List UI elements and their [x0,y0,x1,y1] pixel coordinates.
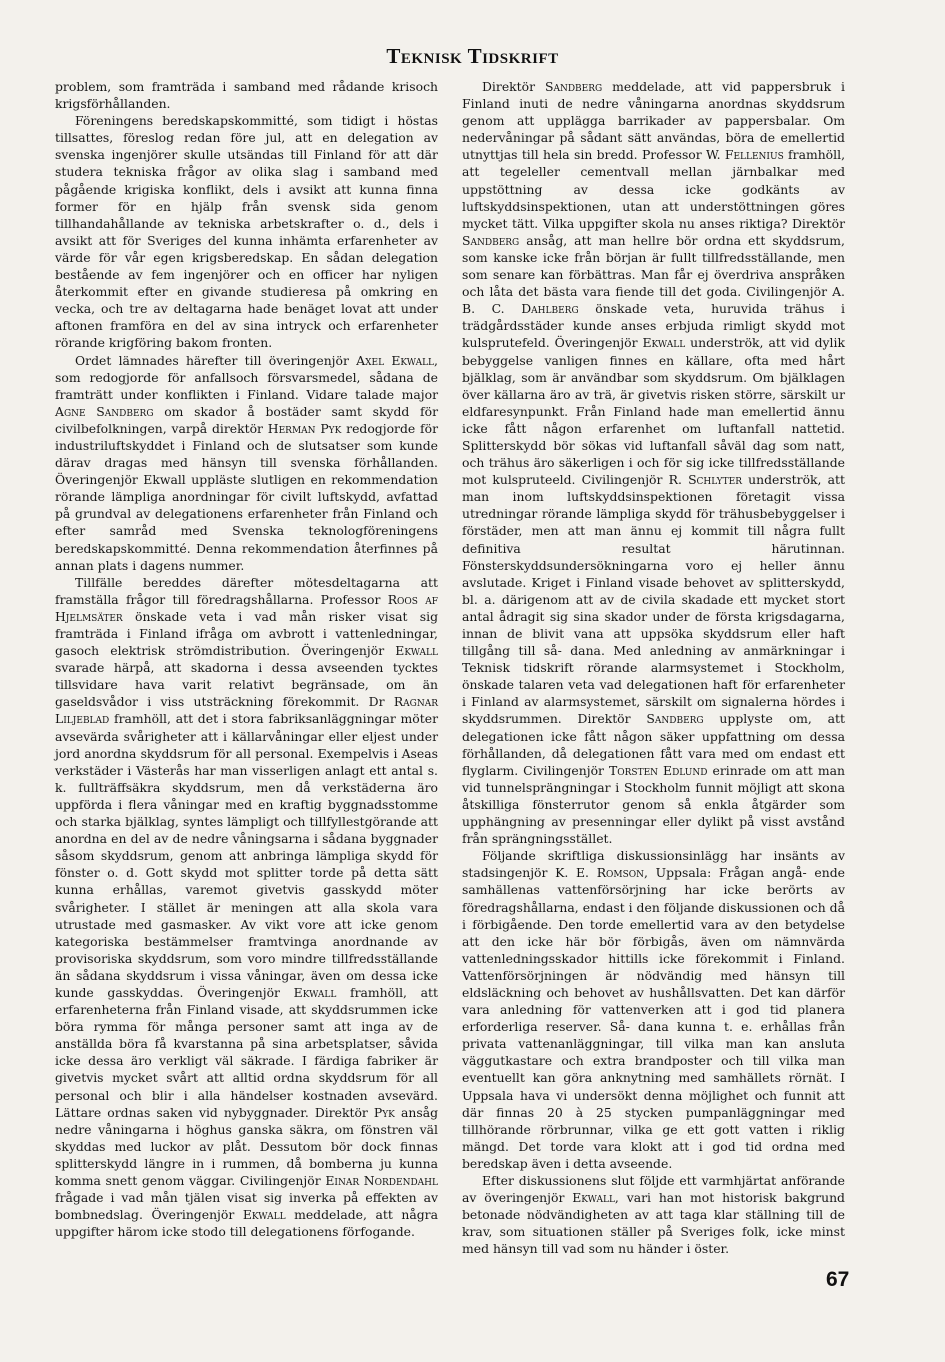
journal-title: Teknisk Tidskrift [386,44,559,68]
paragraph: problem, som framträda i samband med rådande krisoch krigsförhållanden. [55,79,438,112]
paragraph: Föreningens beredskapskommitté, som tidigt i höstas tillsattes, föreslog redan före jul, att en delegation av svenska ingenjörer skulle utsändas till Finland för att där studera tekniska frågor av olika slag i samband med pågående krigiska konflikt, dels i avsikt att kunna finna former för en hjälp från svensk sida genom tillhandahållande av tekniska arbetskrafter o. d., dels i avsikt att för Sveriges del kunna inhämta erfarenheter av värde för vår egen krigsberedskap. En sådan delegation bestående av fem ingenjörer och en officer har nyligen återkommit efter en givande studieresa på omkring en vecka, och tre av deltagarna hade benäget lovat att under aftonen framföra en del av sina intryck och erfarenheter rörande krigföring bakom fronten. [55,113,438,351]
right-column [462,78,845,1257]
paragraph: Efter diskussionens slut följde ett varmhjärtat anförande av överingenjör Ekwall, vari han mot historisk bakgrund betonade nödvändigheten av att taga klar ställning till de krav, som situationen ställer på Sveriges folk, icke minst med hänsyn till vad som nu händer i öster. [462,1173,845,1257]
page-number: 67 [826,1268,850,1291]
paragraph: Följande skriftliga diskussionsinlägg har insänts av stadsingenjör K. E. Romson, Uppsala: Frågan angå- ende samhällenas vattenförsörjning har icke berörts av föredragshållarna, endast i den följande diskussionen och då i förbigående. Den torde emellertid vara av den betydelse att den icke här bör förbigås, även om nämnvärda vattenledningsskador hittills icke förekommit i Finland. Vattenförsörjningen är nödvändig med hänsyn till eldsläckning och behovet av hushållsvatten. Det kan därför vara anledning för vattenverken att i god tid planera erforderliga reserver. Så- dana kunna t. e. erhållas från privata vattenanläggningar, till vilka man kan ansluta väggutkastare och extra brandposter och till vilka man eventuellt kan göra anknytning med samhällets rörnät. I Uppsala hava vi undersökt denna möjlighet och funnit att där finnas 20 à 25 stycken pumpanläggningar med tillhörande rörbrunnar, vilka ge ett gott vatten i riklig mängd. Det torde vara klokt att i god tid ordna med beredskap även i detta avseende. [462,848,845,1171]
paragraph: Direktör Sandberg meddelade, att vid pappersbruk i Finland inuti de nedre våningarna anordnas skyddsrum genom att upplägga barrikader av pappersbalar. Om nedervåningar på sådant sätt användas, böra de emellertid utnyttjas till hela sin bredd. Professor W. Fellenius framhöll, att tegeleller cementvall mellan järnbalkar med uppstöttning av dessa icke godkänts av luftskyddsinspektionen, utan att understöttningen göres mycket tätt. Vilka uppgifter skola nu anses riktiga? Direktör Sandberg ansåg, att man hellre bör ordna ett skyddsrum, som kanske icke från början är fullt tillfredsställande, men som senare kan förbättras. Man får ej överdriva anspråken och låta det bästa vara fiende till det goda. Civilingenjör A. B. C. Dahlberg önskade veta, huruvida trähus i trädgårdsstäder kunde anses erbjuda rimligt skydd mot kulsprutefeld. Överingenjör Ekwall underströk, att vid dylik bebyggelse vanligen finnes en källare, ofta med hårt bjälklag, som är användbar som skyddsrum. Om bjälklagen över källarna äro av trä, är givetvis risken större, särskilt ur eldfaresynpunkt. Från Finland hade man emellertid ännu icke fått någon erfarenhet om luftanfall nattetid. Splitterskydd bör sökas vid luftanfall såväl dag som natt, och trähus äro säkerligen i och för sig icke tillfredsställande mot kulspruteeld. Civilingenjör R. Schlyter underströk, att man inom luftskyddsinspektionen företagit vissa utredningar rörande lämpliga skydd för trähusbebyggelser i förstäder, men att man ännu ej kommit till några fullt definitiva resultat härutinnan. Fönsterskyddsundersökningarna voro ej heller ännu avslutade. Kriget i Finland visade behovet av splitterskydd, bl. a. därigenom att av de civila skadade ett mycket stort antal ådragit sig sina skador under de första krigsdagarna, innan de blivit vana att uppsöka skyddsrum eller haft tillgång till så- dana. Med anledning av anmärkningar i Teknisk tidskrift rörande alarmsystemet i Stockholm, önskade talaren veta vad delegationen haft för erfarenheter i Finland av alarmsystemet, särskilt om signalerna hördes i skyddsrummen. Direktör Sandberg upplyste om, att delegationen icke fått någon säker uppfattning om dessa förhållanden, då delegationen fått vara med om endast ett flyglarm. Civilingenjör Torsten Edlund erinrade om att man vid tunnelsprängningar i Stockholm funnit möjligt att skona åtskilliga fönsterrutor genom så enkla åtgärder som upphängning av presenningar eller dylikt på visst avstånd från sprängningsstället. [462,79,846,847]
left-column [55,78,438,1240]
paragraph: Tillfälle bereddes därefter mötesdeltagarna att framställa frågor till föredragshållarna. Professor Roos af Hjelmsäter önskade veta i vad mån risker visat sig framträda i Finland ifråga om avbrott i vattenledningar, gasoch elektrisk strömdistribution. Överingenjör Ekwall svarade härpå, att skadorna i dessa avseenden tycktes tillsvidare hava varit relativt begränsade, om än gaseldsvådor i viss utsträckning förekommit. Dr Ragnar Liljeblad framhöll, att det i stora fabriksanläggningar möter avsevärda svårigheter att i källarvåningar eller eljest under jord anordna skyddsrum för all personal. Exempelvis i Aseas verkstäder i Västerås har man visserligen anlagt ett antal s. k. fullträffsäkra skyddsrum, men då verkstäderna äro uppförda i flera våningar med en kraftig byggnadsstomme och starka bjälklag, syntes lämpligt och tillfyllestgörande att anordna en del av de nedre våningsarna i sådana byggnader såsom skyddsrum, genom att anbringa lämpliga skydd för fönster o. d. Gott skydd mot splitter torde på detta sätt kunna erhållas, varemot givetvis gasskydd möter svårigheter. I stället är meningen att alla skola vara utrustade med gasmasker. Av vikt vore att icke genom kategoriska bestämmelser framtvinga anordnande av provisoriska skyddsrum, som voro mindre tillfredsställande än sådana skyddsrum i vissa våningar, även om dessa icke kunde gasskyddas. Överingenjör Ekwall framhöll, att erfarenheterna från Finland visade, att skyddsrummen icke böra rymma för många personer samt att inga av de anställda böra få kvarstanna på sina arbetsplatser, såvida icke dessa äro verkligt väl säkrade. I färdiga fabriker är givetvis mycket svårt att alltid ordna skyddsrum för all personal och blir i alla händelser kostnaden avsevärd. Lättare ordnas saken vid nybyggnader. Direktör Pyk ansåg nedre våningarna i höghus ganska säkra, om fönstren väl skyddas med luckor av plåt. Dessutom bör dock finnas splitterskydd längre in i rummen, då bomberna ju kunna komma snett genom väggar. Civilingenjör Einar Nordendahl frågade i vad mån tjälen visat sig inverka på effekten av bombnedslag. Överingenjör Ekwall meddelade, att några uppgifter härom icke stodo till delegationens förfogande. [55,574,439,1240]
paragraph: Ordet lämnades härefter till överingenjör Axel Ekwall, som redogjorde för anfallsoch försvarsmedel, sådana de framträtt under konflikten i Finland. Vidare talade major Agne Sandberg om skador å bostäder samt skydd för civilbefolkningen, varpå direktör Herman Pyk redogjorde för industriluftskyddet i Finland och de slutsatser som kunde därav dragas med hänsyn till svenska förhållanden. Överingenjör Ekwall uppläste slutligen en rekommendation rörande lämpliga anordningar för civilt luftskydd, avfattad på grundval av delegationens erfarenheter från Finland och efter samråd med Svenska teknologföreningens beredskapskommitté. Denna rekommendation återfinnes på annan plats i dagens nummer. [55,352,439,573]
